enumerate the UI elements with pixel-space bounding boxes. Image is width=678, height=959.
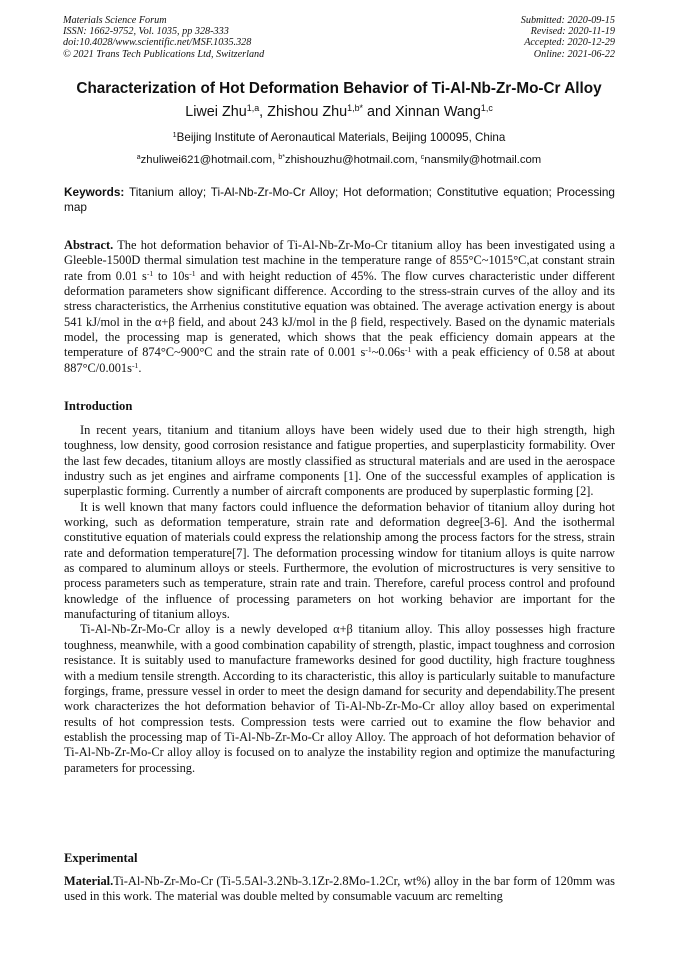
paragraph: In recent years, titanium and titanium alloys have been widely used due to their high strength, high toughness, low density, good corrosion resistance and fatigue properties, and superplasticity formability. Over the last few decades, titanium alloys are mostly classified as structural materials and are used in the aerospace industry such as jet engines and airframe components [1]. One of the successful examples of application is superplastic forming. Currently a number of aircraft components are produced by superplastic forming [2]. (64, 423, 615, 499)
exponent: -1 (131, 360, 139, 370)
author-separator: , (259, 104, 268, 120)
exponent: -1 (189, 268, 196, 278)
paper-title: Characterization of Hot Deformation Behavior of Ti-Al-Nb-Zr-Mo-Cr Alloy (76, 80, 602, 97)
experimental-body (64, 874, 615, 905)
abstract-label: Abstract. (64, 238, 114, 252)
exponent: -1 (146, 268, 154, 278)
email-separator: , (272, 154, 279, 166)
submitted-date: Submitted: 2020-09-15 (520, 15, 615, 26)
author-affiliation-marker: 1,a (246, 103, 260, 114)
abstract-block (64, 238, 615, 376)
email-list (20, 153, 658, 167)
exponent: -1 (365, 345, 372, 355)
email-marker: c (420, 154, 425, 162)
author-name: Zhishou Zhu (267, 104, 348, 120)
email-marker: b* (278, 154, 285, 162)
email-marker: a (136, 154, 141, 162)
paragraph: It is well known that many factors could influence the deformation behavior of titanium alloy during hot working, such as deformation temperature, strain rate and deformation degree[3-6]. And the isothermal constitutive equation of materials could express the relationship among the process factors for the stress, strain rate and deformation temperature[7]. The deformation processing window for titanium alloys is quite narrow as compared to aluminum alloys or steels. Furthermore, the evolution of microstructures is very sensitive to process parameters such as temperature, strain rate and train. Therefore, careful process control and profound knowledge of the influence of processing parameters on hot working behavior are important for the manufacturing of titanium alloys. (64, 499, 615, 622)
online-date: Online: 2021-06-22 (533, 48, 615, 60)
author-separator: and (363, 104, 396, 120)
issn-line: ISSN: 1662-9752, Vol. 1035, pp 328-333 (63, 26, 229, 38)
copyright-line: © 2021 Trans Tech Publications Ltd, Switzerland (63, 48, 265, 60)
introduction-heading: Introduction (64, 399, 133, 413)
abstract-text: with a peak efficiency of 0.58 at about 887°C/0.001s (64, 345, 615, 375)
keywords-text: Titanium alloy; Ti-Al-Nb-Zr-Mo-Cr Alloy; Hot deformation; Constitutive equation; Processing map (64, 185, 615, 214)
publication-dates (521, 15, 615, 60)
material-label: Material. (64, 874, 114, 888)
affiliation-marker: 1 (172, 130, 177, 140)
author-list (20, 103, 658, 121)
author-email: zhuliwei621@hotmail.com (140, 154, 273, 166)
doi-line: doi:10.4028/www.scientific.net/MSF.1035.328 (63, 37, 252, 49)
exponent: -1 (404, 345, 412, 355)
journal-info (63, 15, 264, 60)
paragraph: Ti-Al-Nb-Zr-Mo-Cr alloy is a newly developed α+β titanium alloy. This alloy possesses high fracture toughness, meanwhile, with a good combination capability of strength, plastic, impact toughness and corrosion resistance. It is suitably used to manufacture frameworks desined for good ductility, high fracture toughness with a medium tensile strength. According to its characteristic, this alloy is particularly suitable to manufacture forgings, frame, pressure vessel in order to meet the design damand for security and dependability.The present work characterizes the hot deformation behavior of Ti-Al-Nb-Zr-Mo-Cr alloy alloy based on experimental results of hot compression tests. Compression tests were carried out to examine the flow behavior and establish the processing map of Ti-Al-Nb-Zr-Mo-Cr alloy Alloy. The approach of hot deformation behavior of Ti-Al-Nb-Zr-Mo-Cr alloy alloy is focused on to analyze the instability region and optimize the manufacturing parameters for processing. (64, 622, 615, 775)
abstract-text: The hot deformation behavior of Ti-Al-Nb-Zr-Mo-Cr titanium alloy has been investigated using a Gleeble-1500D thermal simulation test machine in the temperature range of 855°C~1015°C,at constant strain rate from 0.01 s (64, 238, 615, 283)
affiliation (20, 131, 658, 145)
abstract-text: ~0.06s (371, 345, 405, 360)
revised-date: Revised: 2020-11-19 (530, 26, 615, 38)
paragraph: Ti-Al-Nb-Zr-Mo-Cr (Ti-5.5Al-3.2Nb-3.1Zr-2.8Mo-1.2Cr, wt%) alloy in the bar form of 120mm was used in this work. The material was double melted by consumable vacuum arc remelting (64, 874, 615, 904)
keywords-block (64, 185, 615, 215)
author-name: Xinnan Wang (395, 104, 481, 120)
author-email: nansmily@hotmail.com (424, 154, 542, 166)
experimental-heading: Experimental (64, 851, 138, 865)
author-affiliation-marker: 1,c (480, 103, 493, 114)
author-email: zhishouzhu@hotmail.com (284, 154, 415, 166)
author-name: Liwei Zhu (185, 104, 247, 120)
email-separator: , (414, 154, 421, 166)
abstract-text: and with height reduction of 45%. The flow curves characteristic under different deformation parameters show significant difference. According to the stress-strain curves of the alloy and its stress characteristics, the Arrhenius constitutive equation was obtained. The average activation energy is about 541 kJ/mol in the α+β field, and about 243 kJ/mol in the β field, respectively. Based on the dynamic materials model, the processing map is generated, which shows that the peak efficiency domain appears at the temperature of 874°C~900°C and the strain rate of 0.001 s (64, 268, 615, 360)
affiliation-text: Beijing Institute of Aeronautical Materials, Beijing 100095, China (176, 131, 506, 144)
introduction-body (64, 423, 615, 776)
keywords-label: Keywords: (64, 185, 125, 199)
abstract-text: to 10s (153, 268, 190, 283)
author-affiliation-marker: 1,b* (347, 103, 364, 114)
abstract-text: . (138, 360, 142, 375)
journal-name: Materials Science Forum (63, 15, 167, 26)
accepted-date: Accepted: 2020-12-29 (524, 37, 615, 49)
